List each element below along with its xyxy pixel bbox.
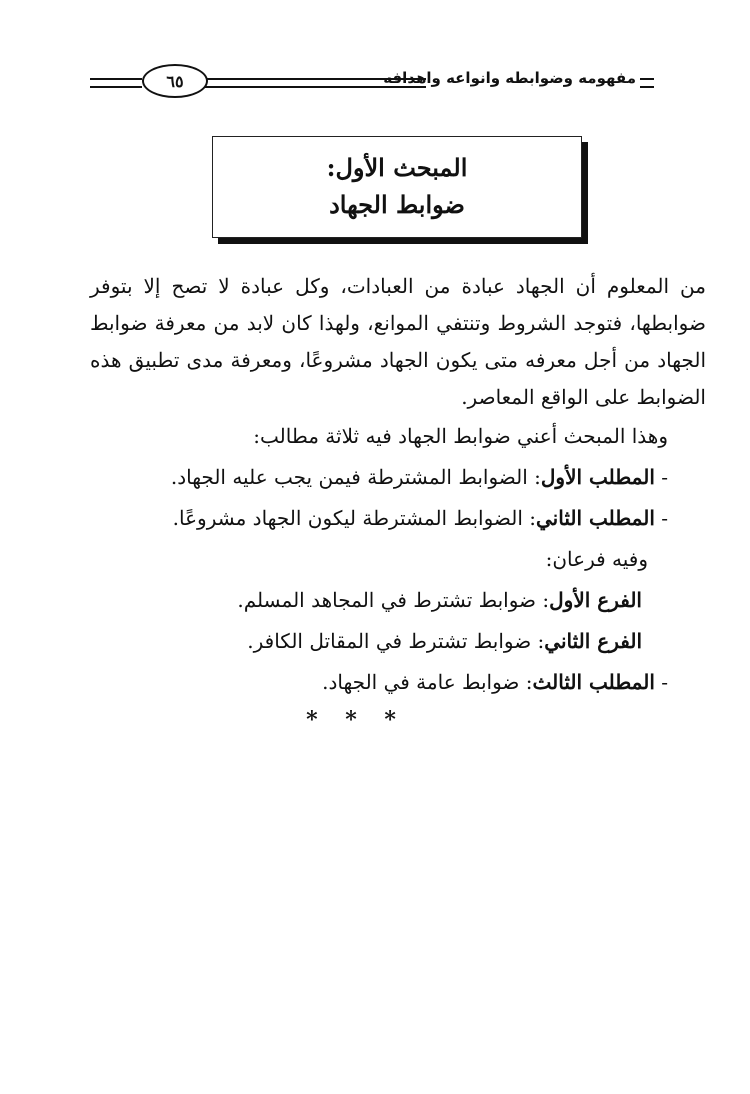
branch-label: الفرع الثاني bbox=[544, 629, 642, 653]
item-label: المطلب الثاني bbox=[536, 506, 655, 530]
branch-item bbox=[90, 621, 706, 662]
item-label: المطلب الأول bbox=[540, 465, 655, 489]
branch-text: : ضوابط تشترط في المجاهد المسلم. bbox=[237, 588, 550, 612]
section-title-box bbox=[212, 136, 582, 238]
sub-lead: وفيه فرعان: bbox=[545, 547, 648, 571]
header-title: مفهومه وضوابطه وانواعه واهدافه bbox=[383, 69, 636, 87]
body-text bbox=[90, 268, 706, 733]
branch-text: : ضوابط تشترط في المقاتل الكافر. bbox=[247, 629, 545, 653]
item-prefix: - bbox=[654, 506, 668, 530]
list-item bbox=[90, 457, 706, 498]
list-item bbox=[90, 662, 706, 703]
item-prefix: - bbox=[654, 465, 668, 489]
section-separator: * * * bbox=[306, 707, 406, 733]
page-number: ٦٥ bbox=[142, 64, 208, 98]
item-text: : الضوابط المشترطة ليكون الجهاد مشروعًا. bbox=[172, 506, 537, 530]
item-label: المطلب الثالث bbox=[532, 670, 655, 694]
branch-item bbox=[90, 580, 706, 621]
lead-line: وهذا المبحث أعني ضوابط الجهاد فيه ثلاثة مطالب: bbox=[253, 424, 668, 448]
intro-paragraph: من المعلوم أن الجهاد عبادة من العبادات، وكل عبادة لا تصح إلا بتوفر ضوابطها، فتوجد الشروط وتنتفي الموانع، ولهذا كان لابد من معرفة ضوابط الجهاد من أجل معرفه متى يكون الجهاد مشروعًا، ومعرفة مدى تطبيق هذه الضوابط على الواقع المعاصر. bbox=[90, 274, 706, 409]
item-prefix: - bbox=[654, 670, 668, 694]
item-text: : ضوابط عامة في الجهاد. bbox=[322, 670, 533, 694]
list-item bbox=[90, 498, 706, 539]
item-text: : الضوابط المشترطة فيمن يجب عليه الجهاد. bbox=[170, 465, 541, 489]
header-rule-right bbox=[640, 78, 654, 88]
header-rule-left bbox=[90, 78, 142, 88]
branch-label: الفرع الأول bbox=[549, 588, 642, 612]
section-subtitle: ضوابط الجهاد bbox=[329, 190, 465, 219]
section-title: المبحث الأول: bbox=[326, 153, 468, 182]
running-header bbox=[90, 64, 654, 98]
